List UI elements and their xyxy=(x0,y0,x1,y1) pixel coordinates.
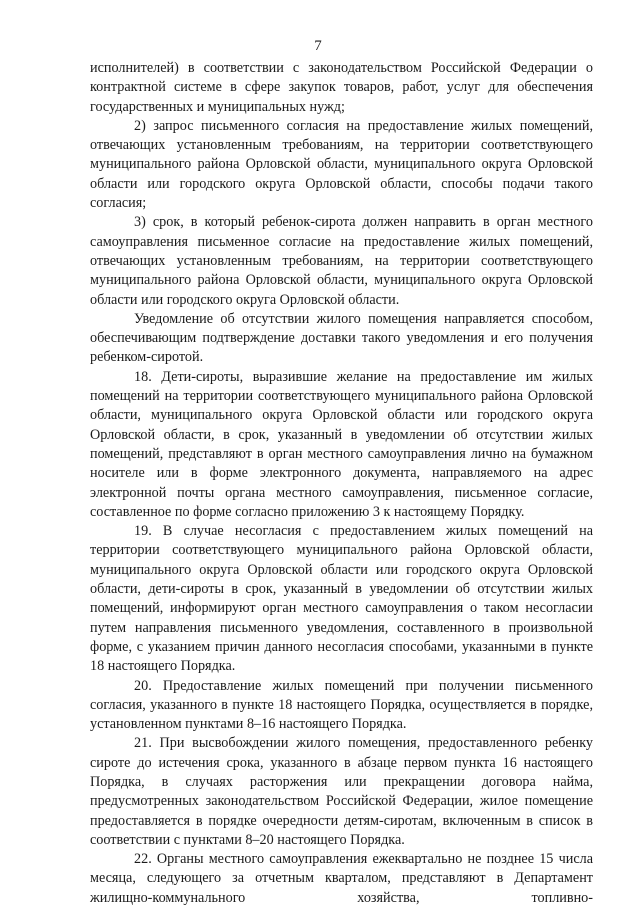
clause-22: 22. Органы местного самоуправления ежеквартально не позднее 15 числа месяца, следующего за отчетным кварталом, представляют в Департамент жилищно-коммунального хозяйства, топливно- xyxy=(90,851,593,906)
list-item-3: 3) срок, в который ребенок-сирота должен направить в орган местного самоуправления письменное согласие на предоставление жилых помещений, отвечающих установленным требованиям, на территории соответствующего муниципального района Орловской области, муниципального округа Орловской области или городского округа Орловской области. xyxy=(90,214,593,308)
page-number: 7 xyxy=(314,38,322,54)
clause-21: 21. При высвобождении жилого помещения, предоставленного ребенку сироте до истечения срока, указанного в абзаце первом пункта 16 настоящего Порядка, в случаях расторжения или прекращении договора найма, предусмотренных законодательством Российской Федерации, жилое помещение предоставляется в порядке очередности детям-сиротам, включенным в список в соответствии с пунктами 8–20 настоящего Порядка. xyxy=(90,735,593,848)
paragraph-continuation: исполнителей) в соответствии с законодательством Российской Федерации о контрактной системе в сфере закупок товаров, работ, услуг для обеспечения государственных и муниципальных нужд; xyxy=(90,60,593,115)
paragraph-notice: Уведомление об отсутствии жилого помещения направляется способом, обеспечивающим подтверждение доставки такого уведомления и его получения ребенком-сиротой. xyxy=(90,310,593,366)
clause-20: 20. Предоставление жилых помещений при получении письменного согласия, указанного в пункте 18 настоящего Порядка, осуществляется в порядке, установленном пунктами 8–16 настоящего Порядка. xyxy=(90,677,593,733)
clause-18: 18. Дети-сироты, выразившие желание на предоставление им жилых помещений на территории соответствующего муниципального района Орловской области, муниципального округа Орловской области или городского округа Орловской области, в срок, указанный в уведомлении об отсутствии жилых помещений, представляют в орган местного самоуправления лично на бумажном носителе или в форме электронного документа, направляемого на адрес электронной почты органа местного самоуправления, письменное согласие, составленное по форме согласно приложению 3 к настоящему Порядку. xyxy=(90,368,593,520)
clause-19: 19. В случае несогласия с предоставлением жилых помещений на территории соответствующего муниципального района Орловской области, муниципального округа Орловской области или городского округа Орловской области, дети-сироты в срок, указанный в уведомлении об отсутствии жилых помещений, информируют орган местного самоуправления о таком несогласии путем направления письменного уведомления, составленного в произвольной форме, с указанием причин данного несогласия способами, указанными в пункте 18 настоящего Порядка. xyxy=(90,523,593,675)
document-body xyxy=(90,59,593,908)
list-item-2: 2) запрос письменного согласия на предоставление жилых помещений, отвечающих установленным требованиям, на территории соответствующего муниципального района Орловской области, муниципального округа Орловской области или городского округа Орловской области, способы подачи такого согласия; xyxy=(90,117,593,212)
